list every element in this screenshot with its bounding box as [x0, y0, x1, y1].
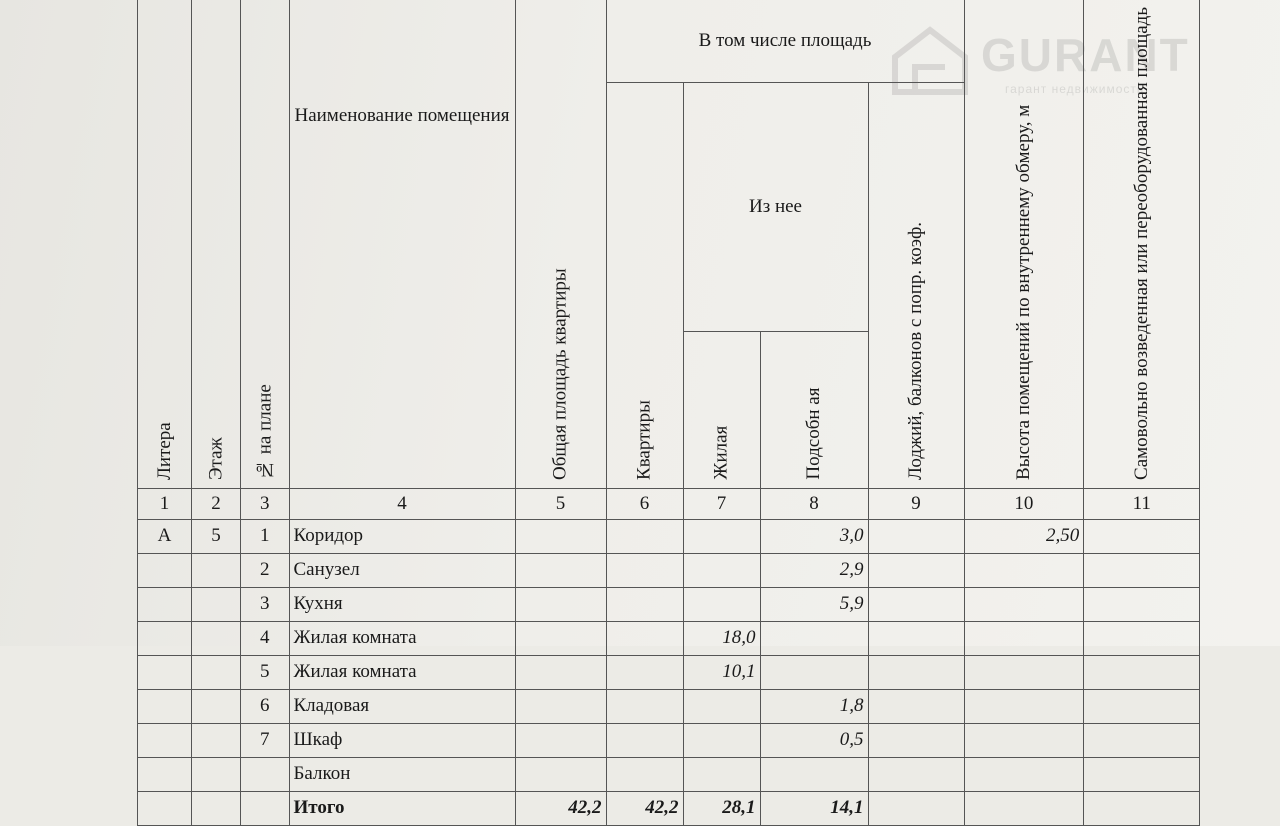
- col-header-loggia: Лоджий, балконов с попр. коэф.: [868, 83, 964, 489]
- table-row: [138, 689, 1200, 723]
- cell-loggia-area: [868, 757, 964, 791]
- cell-litera: [138, 587, 192, 621]
- col-number: 9: [868, 488, 964, 519]
- cell-litera: [138, 689, 192, 723]
- cell-loggia-area: [868, 519, 964, 553]
- cell-height: [964, 757, 1084, 791]
- cell-auxiliary-area: [760, 621, 868, 655]
- col-number: 11: [1084, 488, 1200, 519]
- cell-apartment-area: [606, 621, 683, 655]
- col-header-of-which: Из нее: [683, 83, 868, 332]
- cell-height: [964, 587, 1084, 621]
- cell-floor: [192, 723, 241, 757]
- total-apartment-area: 42,2: [606, 791, 683, 825]
- table-row: [138, 587, 1200, 621]
- cell-unauthorized: [1084, 723, 1200, 757]
- cell-floor: [192, 553, 241, 587]
- cell-apartment-area: [606, 723, 683, 757]
- cell-living-area: 10,1: [683, 655, 760, 689]
- cell-empty: [1084, 791, 1200, 825]
- cell-room-name: Коридор: [289, 519, 515, 553]
- cell-apartment-area: [606, 519, 683, 553]
- inventory-table-wrap: [137, 0, 1200, 826]
- cell-unauthorized: [1084, 689, 1200, 723]
- cell-plan-number: 3: [241, 587, 290, 621]
- cell-room-name: Жилая комната: [289, 655, 515, 689]
- cell-living-area: [683, 587, 760, 621]
- col-number: 1: [138, 488, 192, 519]
- cell-height: 2,50: [964, 519, 1084, 553]
- cell-empty: [868, 791, 964, 825]
- col-number: 7: [683, 488, 760, 519]
- col-number: 8: [760, 488, 868, 519]
- cell-floor: [192, 587, 241, 621]
- cell-height: [964, 553, 1084, 587]
- table-row: [138, 519, 1200, 553]
- cell-unauthorized: [1084, 553, 1200, 587]
- cell-living-area: [683, 689, 760, 723]
- cell-total-area: [515, 757, 606, 791]
- cell-empty: [138, 791, 192, 825]
- cell-litera: [138, 655, 192, 689]
- col-header-height: Высота помещений по внутреннему обмеру, м: [964, 0, 1084, 488]
- cell-apartment-area: [606, 587, 683, 621]
- cell-height: [964, 689, 1084, 723]
- col-number: 10: [964, 488, 1084, 519]
- total-living-area: 28,1: [683, 791, 760, 825]
- cell-height: [964, 655, 1084, 689]
- cell-total-area: [515, 587, 606, 621]
- cell-floor: [192, 621, 241, 655]
- cell-auxiliary-area: 3,0: [760, 519, 868, 553]
- cell-floor: [192, 655, 241, 689]
- col-number: 5: [515, 488, 606, 519]
- cell-loggia-area: [868, 553, 964, 587]
- cell-height: [964, 621, 1084, 655]
- cell-plan-number: 2: [241, 553, 290, 587]
- cell-apartment-area: [606, 689, 683, 723]
- cell-loggia-area: [868, 689, 964, 723]
- cell-auxiliary-area: 1,8: [760, 689, 868, 723]
- cell-unauthorized: [1084, 519, 1200, 553]
- cell-living-area: 18,0: [683, 621, 760, 655]
- total-auxiliary-area: 14,1: [760, 791, 868, 825]
- cell-plan-number: 7: [241, 723, 290, 757]
- cell-unauthorized: [1084, 587, 1200, 621]
- cell-litera: [138, 553, 192, 587]
- cell-litera: [138, 621, 192, 655]
- cell-auxiliary-area: 2,9: [760, 553, 868, 587]
- cell-total-area: [515, 655, 606, 689]
- col-header-apartment: Квартиры: [606, 83, 683, 489]
- cell-empty: [964, 791, 1084, 825]
- cell-unauthorized: [1084, 655, 1200, 689]
- col-header-unauthorized: Самовольно возведенная или переоборудованная площадь: [1084, 0, 1200, 488]
- cell-loggia-area: [868, 621, 964, 655]
- cell-plan-number: 5: [241, 655, 290, 689]
- room-area-table: [137, 0, 1200, 826]
- table-row: [138, 621, 1200, 655]
- cell-room-name: Кладовая: [289, 689, 515, 723]
- cell-floor: 5: [192, 519, 241, 553]
- cell-auxiliary-area: [760, 655, 868, 689]
- col-header-auxiliary: Подсобн ая: [760, 332, 868, 489]
- total-total-area: 42,2: [515, 791, 606, 825]
- cell-living-area: [683, 757, 760, 791]
- table-row: [138, 655, 1200, 689]
- cell-floor: [192, 689, 241, 723]
- watermark-subtitle: гарант недвижимость: [1005, 82, 1145, 96]
- cell-litera: [138, 723, 192, 757]
- watermark-brand: GURANT: [981, 29, 1190, 81]
- cell-loggia-area: [868, 587, 964, 621]
- cell-empty: [192, 791, 241, 825]
- col-header-room-name: Наименование помещения: [289, 0, 515, 488]
- cell-litera: А: [138, 519, 192, 553]
- cell-plan-number: 1: [241, 519, 290, 553]
- col-header-floor: Этаж: [192, 0, 241, 488]
- column-number-row: [138, 488, 1200, 519]
- table-row: [138, 723, 1200, 757]
- cell-empty: [241, 791, 290, 825]
- cell-unauthorized: [1084, 757, 1200, 791]
- cell-room-name: Санузел: [289, 553, 515, 587]
- cell-unauthorized: [1084, 621, 1200, 655]
- cell-total-area: [515, 553, 606, 587]
- total-label: Итого: [289, 791, 515, 825]
- table-row: [138, 553, 1200, 587]
- cell-room-name: Жилая комната: [289, 621, 515, 655]
- cell-room-name: Балкон: [289, 757, 515, 791]
- cell-loggia-area: [868, 723, 964, 757]
- cell-total-area: [515, 723, 606, 757]
- cell-auxiliary-area: 0,5: [760, 723, 868, 757]
- cell-plan-number: 4: [241, 621, 290, 655]
- cell-living-area: [683, 723, 760, 757]
- cell-plan-number: 6: [241, 689, 290, 723]
- cell-total-area: [515, 689, 606, 723]
- cell-room-name: Шкаф: [289, 723, 515, 757]
- cell-plan-number: [241, 757, 290, 791]
- total-row: [138, 791, 1200, 825]
- cell-room-name: Кухня: [289, 587, 515, 621]
- cell-living-area: [683, 519, 760, 553]
- cell-apartment-area: [606, 553, 683, 587]
- col-number: 2: [192, 488, 241, 519]
- col-header-litera: Литера: [138, 0, 192, 488]
- col-header-group-area: В том числе площадь: [606, 0, 964, 83]
- col-header-total-area: Общая площадь квартиры: [515, 0, 606, 488]
- cell-loggia-area: [868, 655, 964, 689]
- cell-living-area: [683, 553, 760, 587]
- col-number: 6: [606, 488, 683, 519]
- table-row: [138, 757, 1200, 791]
- col-number: 3: [241, 488, 290, 519]
- cell-auxiliary-area: [760, 757, 868, 791]
- cell-apartment-area: [606, 757, 683, 791]
- cell-apartment-area: [606, 655, 683, 689]
- cell-total-area: [515, 621, 606, 655]
- col-header-living: Жилая: [683, 332, 760, 489]
- cell-total-area: [515, 519, 606, 553]
- cell-auxiliary-area: 5,9: [760, 587, 868, 621]
- cell-height: [964, 723, 1084, 757]
- cell-litera: [138, 757, 192, 791]
- cell-floor: [192, 757, 241, 791]
- header-row-1: [138, 0, 1200, 83]
- col-number: 4: [289, 488, 515, 519]
- col-header-plan-number: № на плане: [241, 0, 290, 488]
